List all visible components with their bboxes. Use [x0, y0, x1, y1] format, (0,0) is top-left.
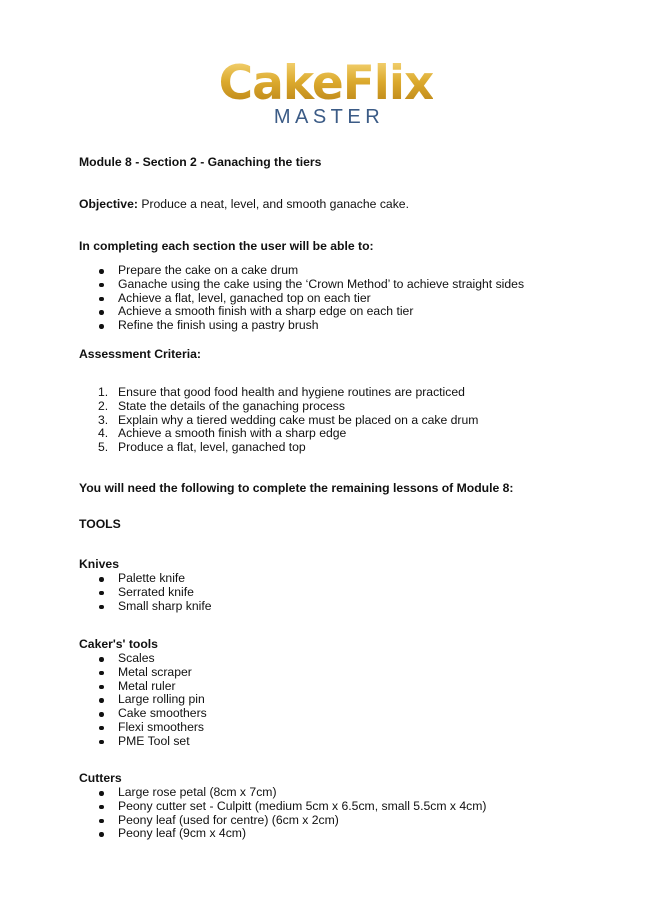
list-item: Small sharp knife — [79, 600, 599, 614]
list-item — [79, 386, 599, 400]
list-item: Large rose petal (8cm x 7cm) — [79, 786, 599, 800]
list-text: Ensure that good food health and hygiene routines are practiced — [118, 385, 465, 399]
list-text: Produce a flat, level, ganached top — [118, 440, 306, 455]
objective-label: Objective: — [79, 197, 138, 211]
cutters-list — [79, 786, 599, 841]
list-item: Metal scraper — [79, 666, 599, 680]
list-item: Prepare the cake on a cake drum — [79, 264, 599, 278]
tools-heading: TOOLS — [79, 517, 121, 531]
list-item: Flexi smoothers — [79, 721, 599, 735]
module-title: Module 8 - Section 2 - Ganaching the tiers — [79, 155, 322, 169]
list-item: Peony leaf (used for centre) (6cm x 2cm) — [79, 814, 599, 828]
knives-list — [79, 572, 599, 613]
outcomes-list — [79, 264, 599, 333]
cakers-tools-list — [79, 652, 599, 749]
list-item: Serrated knife — [79, 586, 599, 600]
objective-text: Produce a neat, level, and smooth ganache cake. — [137, 197, 409, 211]
list-item: Refine the finish using a pastry brush — [79, 319, 599, 333]
list-number: 5. — [98, 440, 109, 455]
list-number: 3. — [98, 412, 109, 427]
list-number: 4. — [98, 426, 109, 441]
list-item: Cake smoothers — [79, 707, 599, 721]
list-text: Explain why a tiered wedding cake must be placed on a cake drum — [118, 412, 479, 427]
objective-line — [79, 198, 599, 212]
knives-heading: Knives — [79, 557, 119, 571]
list-text: Achieve a smooth finish with a sharp edge — [118, 426, 347, 441]
list-item: Achieve a smooth finish with a sharp edge on each tier — [79, 305, 599, 319]
list-item: Peony cutter set - Culpitt (medium 5cm x 6.5cm, small 5.5cm x 4cm) — [79, 800, 599, 814]
list-number: 1. — [98, 385, 109, 399]
list-item — [79, 414, 599, 428]
list-item: Scales — [79, 652, 599, 666]
cakeflix-master-logo — [0, 58, 652, 127]
cakers-tools-heading: Caker's' tools — [79, 637, 158, 651]
list-item: Peony leaf (9cm x 4cm) — [79, 827, 599, 841]
list-item — [79, 400, 599, 414]
assessment-heading: Assessment Criteria: — [79, 347, 201, 361]
cutters-heading: Cutters — [79, 771, 122, 785]
list-item: Ganache using the cake using the ‘Crown Method’ to achieve straight sides — [79, 278, 599, 292]
logo-subtitle: MASTER — [273, 106, 385, 128]
list-item: Achieve a flat, level, ganached top on each tier — [79, 292, 599, 306]
list-number: 2. — [98, 398, 109, 413]
list-item — [79, 427, 599, 441]
list-item: Metal ruler — [79, 680, 599, 694]
list-item: Large rolling pin — [79, 693, 599, 707]
need-heading: You will need the following to complete the remaining lessons of Module 8: — [79, 481, 514, 495]
list-item: Palette knife — [79, 572, 599, 586]
logo-wordmark: CakeFlix — [218, 56, 434, 111]
list-text: State the details of the ganaching process — [118, 398, 345, 413]
list-item — [79, 441, 599, 455]
criteria-list — [79, 386, 599, 455]
list-item: PME Tool set — [79, 735, 599, 749]
completing-heading: In completing each section the user will be able to: — [79, 239, 374, 253]
